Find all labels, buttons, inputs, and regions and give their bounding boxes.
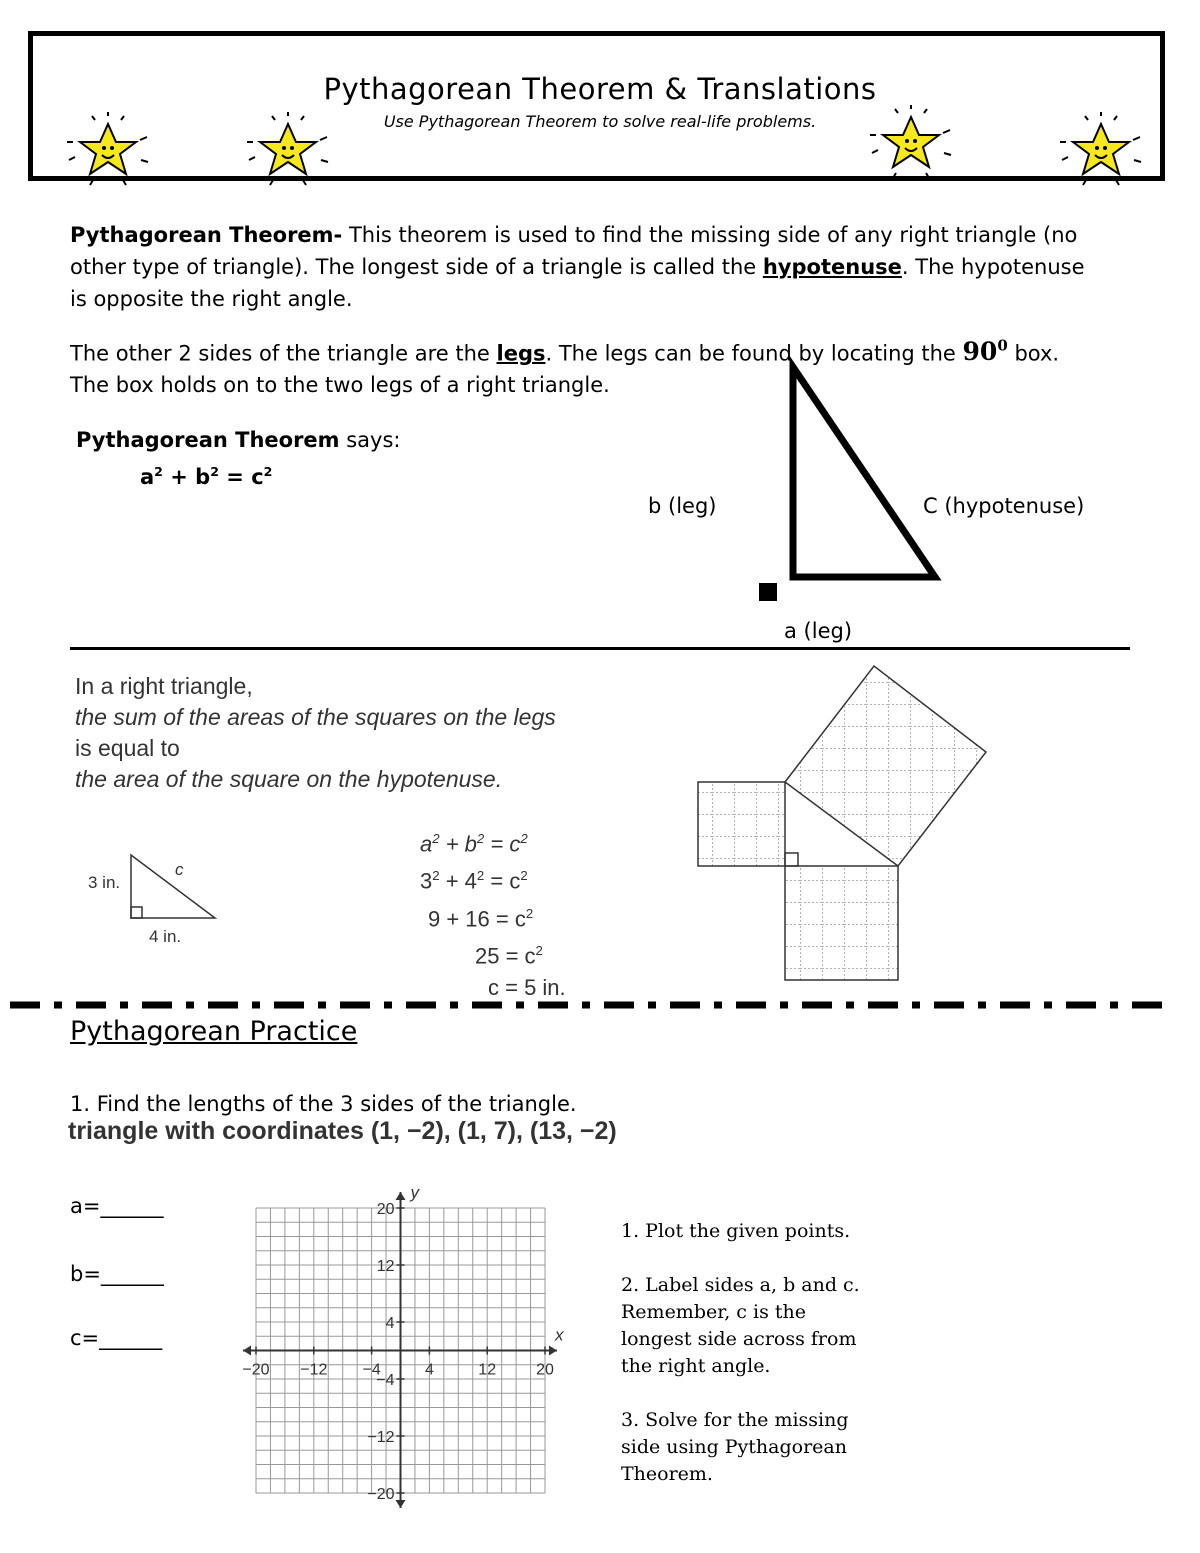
definition-text: other type of triangle). The longest side of a triangle is called the	[70, 255, 763, 279]
page-title: Pythagorean Theorem & Translations	[323, 72, 877, 106]
says-word: says:	[339, 428, 401, 452]
y-axis-label: y	[410, 1183, 419, 1202]
x-tick-label: −4	[362, 1361, 381, 1379]
label-c-hypotenuse: C (hypotenuse)	[923, 494, 1085, 518]
legs-text: The box holds on to the two legs of a right triangle.	[70, 373, 610, 398]
header-box	[28, 31, 1165, 181]
formula: $a^2 + b^2 = c^2$	[140, 464, 273, 489]
x-tick-label: 20	[536, 1361, 554, 1379]
coordinates-text: triangle with coordinates (1, −2), (1, 7), (13, −2)	[68, 1117, 617, 1145]
y-axis-arrow	[396, 1192, 406, 1200]
degree-value: $90^0$	[962, 337, 1008, 367]
section-divider	[70, 647, 1130, 650]
x-axis-label: x	[555, 1325, 564, 1345]
right-triangle-diagram	[740, 355, 960, 605]
coordinate-grid[interactable]	[225, 1180, 575, 1520]
instructions: 1. Plot the given points. 2. Label sides a, b and c. Remember, c is the longest side across from the right angle. 3. Solve for the missing side using Pythagorean Theorem.	[621, 1220, 860, 1485]
says-term: Pythagorean Theorem	[76, 428, 340, 452]
legs-paragraph	[70, 330, 1150, 401]
y-tick-label: −20	[367, 1486, 395, 1503]
x-axis-arrow	[549, 1346, 557, 1356]
dash-dot-divider	[0, 998, 1200, 1012]
answer-b[interactable]: b=______	[70, 1262, 164, 1286]
x-tick-label: −20	[242, 1361, 270, 1379]
area-statement: In a right triangle, the sum of the areas of the squares on the legs is equal to the area of the square on the hypotenuse.	[75, 673, 556, 792]
squares-on-sides-diagram	[690, 660, 1000, 985]
legs-term: legs	[496, 341, 546, 366]
worked-solution: $a^2 + b^2 = c^2$ $3^2 + 4^2 = c^2$ $9 + 16 = c^2$ $25 = c^2$ c = 5 in.	[420, 831, 566, 1001]
triangle-shape	[793, 367, 935, 577]
side-c-label: c	[175, 860, 184, 879]
legs-text: box.	[1007, 341, 1060, 366]
y-tick-label: 12	[376, 1258, 395, 1275]
smiling-star-icon	[868, 105, 958, 180]
question-1: 1. Find the lengths of the 3 sides of the triangle.	[70, 1092, 577, 1116]
y-tick-label: 20	[376, 1201, 395, 1218]
answer-a[interactable]: a=______	[70, 1194, 164, 1218]
side-a-label: 3 in.	[88, 873, 121, 892]
legs-text: . The legs can be found by locating the	[545, 341, 963, 366]
y-tick-label: −4	[376, 1372, 395, 1389]
smiling-star-icon	[1058, 112, 1148, 187]
x-tick-label: 12	[478, 1361, 497, 1379]
label-b-leg: b (leg)	[648, 494, 717, 518]
x-tick-label: 4	[424, 1361, 434, 1379]
y-axis-arrow	[396, 1500, 406, 1508]
label-a-leg: a (leg)	[784, 619, 853, 643]
definition-text: This theorem is used to find the missing side of any right triangle (no	[342, 223, 1078, 247]
smiling-star-icon	[245, 112, 335, 187]
right-angle-marker	[759, 583, 777, 601]
page-subtitle: Use Pythagorean Theorem to solve real-life problems.	[383, 112, 817, 131]
answer-c[interactable]: c=______	[70, 1326, 163, 1350]
x-tick-label: −12	[300, 1361, 328, 1379]
practice-heading: Pythagorean Practice	[70, 1016, 358, 1047]
theorem-says	[76, 424, 400, 456]
x-axis-arrow	[243, 1346, 251, 1356]
smiling-star-icon	[65, 112, 155, 187]
legs-text: The other 2 sides of the triangle are the	[70, 341, 497, 366]
hypotenuse-term: hypotenuse	[762, 255, 902, 279]
y-tick-label: 4	[385, 1315, 395, 1332]
definition-text: . The hypotenuse	[901, 255, 1085, 279]
y-tick-label: −12	[367, 1429, 395, 1446]
side-b-label: 4 in.	[149, 927, 182, 946]
term-heading: Pythagorean Theorem-	[70, 223, 343, 247]
definition-text: is opposite the right angle.	[70, 287, 353, 311]
intro-paragraph	[70, 219, 1150, 315]
